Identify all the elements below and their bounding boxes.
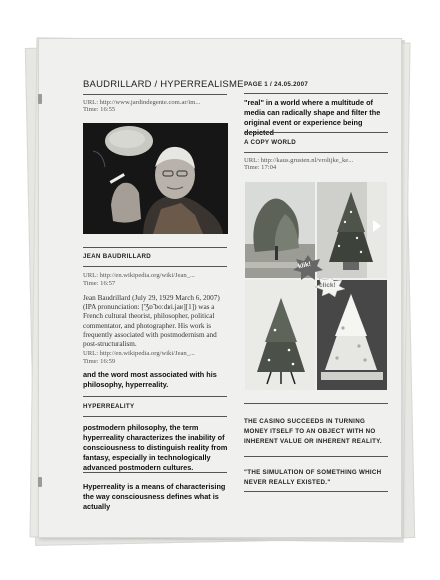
page-label: PAGE 1 / 24.05.2007 [244,81,309,88]
divider [244,456,388,457]
click-label: click! [319,282,336,289]
tree-photo [317,182,387,278]
booklet-page [38,38,402,538]
page-title: BAUDRILLARD / HYPERREALISME [83,79,244,90]
source-url[interactable]: URL: http://en.wikipedia.org/wiki/Jean_... [83,350,195,357]
source-time: Time: 16:59 [83,358,116,365]
quote-text: and the word most associated with his philosophy, hyperreality. [83,370,217,389]
bio-text: Jean Baudrillard (July 29, 1929 March 6, 2007) (IPA pronunciation: ['Ʒɒ̃ boːdʁi.jaʁ][1]) was a French cultural theorist, philosopher, political commentator, and photographer. His work is frequently associated with postmodernism and post-structuralism. [83,294,220,349]
tree-photo [245,280,315,390]
divider [244,93,388,94]
source-time: Time: 16:57 [83,280,116,287]
divider [244,152,388,153]
quote-text: Hyperreality is a means of characterising the way consciousness defines what is actually [83,482,226,511]
staple [38,94,42,104]
portrait-photo [83,123,228,234]
divider [83,266,227,267]
section-heading: A COPY WORLD [244,139,297,146]
quote-caps: "THE SIMULATION OF SOMETHING WHICH NEVER REALLY EXISTED." [244,469,382,486]
divider [83,472,227,473]
klik-label: klik! [297,260,312,271]
source-time: Time: 17:04 [244,164,277,171]
click-badge[interactable] [315,277,345,297]
divider [244,132,388,133]
quote-text: postmodern philosophy, the term hyperreality characterizes the inability of consciousness to distinguish reality from fantasy, especially in technologically advanced postmodern cultures. [83,423,228,472]
intro-text: "real" in a world where a multitude of media can radically shape and filter the original event or experience being [244,98,381,127]
divider [83,94,227,95]
section-heading: JEAN BAUDRILLARD [83,253,152,260]
divider [83,396,227,397]
divider [83,416,227,417]
source-url[interactable]: URL: http://www.jardindegente.com.ar/im... [83,99,201,106]
source-time: Time: 16:55 [83,106,116,113]
section-heading: HYPERREALITY [83,403,135,410]
divider [83,247,227,248]
quote-caps: THE CASINO SUCCEEDS IN TURNING MONEY ITSELF TO AN OBJECT WITH NO INHERENT VALUE OR INHERENT REALITY. [244,418,382,445]
divider [244,491,388,492]
source-url[interactable]: URL: http://en.wikipedia.org/wiki/Jean_... [83,272,195,279]
source-url[interactable]: URL: http://kaus.grusten.nl/vrolijke_ke... [244,157,354,164]
staple [38,477,42,487]
divider [244,403,388,404]
